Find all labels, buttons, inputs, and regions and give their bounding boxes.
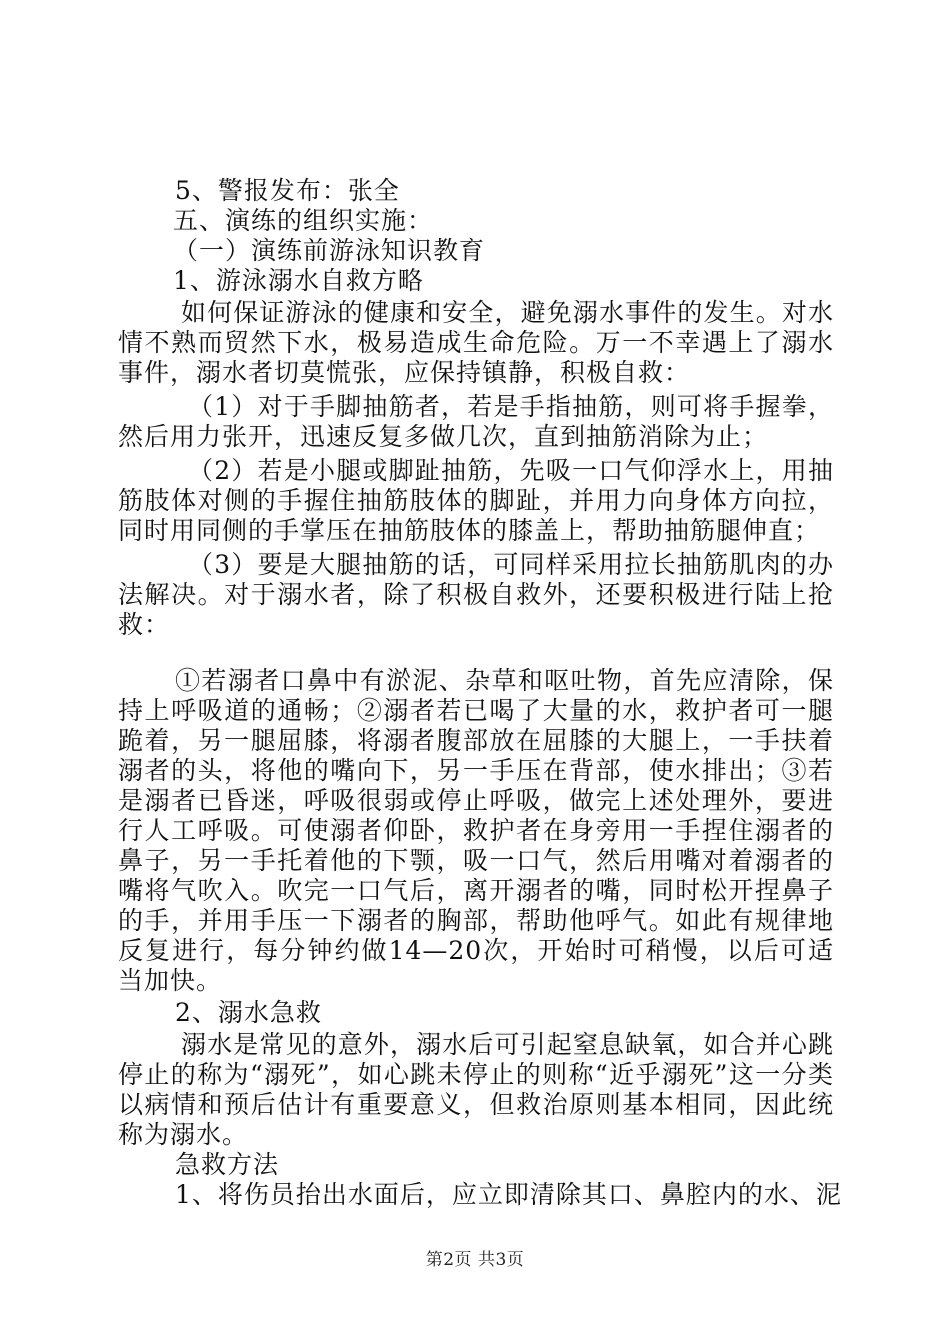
section-five-heading: 五、演练的组织实施： <box>173 206 434 235</box>
first-aid-step-one: 1、将伤员抬出水面后，应立即清除其口、鼻腔内的水、泥 <box>175 1180 842 1209</box>
cramp-hand-paragraph: （1）对于手脚抽筋者，若是手指抽筋，则可将手握拳，然后用力张开，迅速反复多做几次，直到抽筋消除为止； <box>118 392 834 451</box>
alarm-release-line: 5、警报发布：张全 <box>175 176 400 205</box>
subsection-one-heading: （一）演练前游泳知识教育 <box>173 236 486 265</box>
document-body <box>118 176 842 1210</box>
cramp-calf-paragraph: （2）若是小腿或脚趾抽筋，先吸一口气仰浮水上，用抽筋肢体对侧的手握住抽筋肢体的脚趾，并用力向身体方向拉，同时用同侧的手掌压在抽筋肢体的膝盖上，帮助抽筋腿伸直； <box>118 456 834 545</box>
cramp-thigh-paragraph: （3）要是大腿抽筋的话，可同样采用拉长抽筋肌肉的办法解决。对于溺水者，除了积极自救外，还要积极进行陆上抢救： <box>118 550 834 639</box>
drowning-definition-paragraph: 溺水是常见的意外，溺水后可引起窒息缺氧，如合并心跳停止的称为“溺死”，如心跳未停止的则称“近乎溺死”这一分类以病情和预后估计有重要意义，但救治原则基本相同，因此统称为溺水。 <box>118 1030 834 1149</box>
self-rescue-heading: 1、游泳溺水自救方略 <box>173 266 424 295</box>
intro-paragraph: 如何保证游泳的健康和安全，避免溺水事件的发生。对水情不熟而贸然下水，极易造成生命危险。万一不幸遇上了溺水事件，溺水者切莫慌张，应保持镇静，积极自救： <box>118 298 834 387</box>
first-aid-method-heading: 急救方法 <box>175 1150 280 1179</box>
drowning-first-aid-heading: 2、溺水急救 <box>175 998 322 1027</box>
page-footer: 第2页 共3页 <box>425 1250 525 1270</box>
land-rescue-paragraph: ①若溺者口鼻中有淤泥、杂草和呕吐物，首先应清除，保持上呼吸道的通畅；②溺者若已喝了大量的水，救护者可一腿跪着，另一腿屈膝，将溺者腹部放在屈膝的大腿上，一手扶着溺者的头，将他的嘴向下，另一手压在背部，使水排出；③若是溺者已昏迷，呼吸很弱或停止呼吸，做完上述处理外，要进行人工呼吸。可使溺者仰卧，救护者在身旁用一手捏住溺者的鼻子，另一手托着他的下颚，吸一口气，然后用嘴对着溺者的嘴将气吹入。吹完一口气后，离开溺者的嘴，同时松开捏鼻子的手，并用手压一下溺者的胸部，帮助他呼气。如此有规律地反复进行，每分钟约做14—20次，开始时可稍慢，以后可适当加快。 <box>118 666 834 995</box>
